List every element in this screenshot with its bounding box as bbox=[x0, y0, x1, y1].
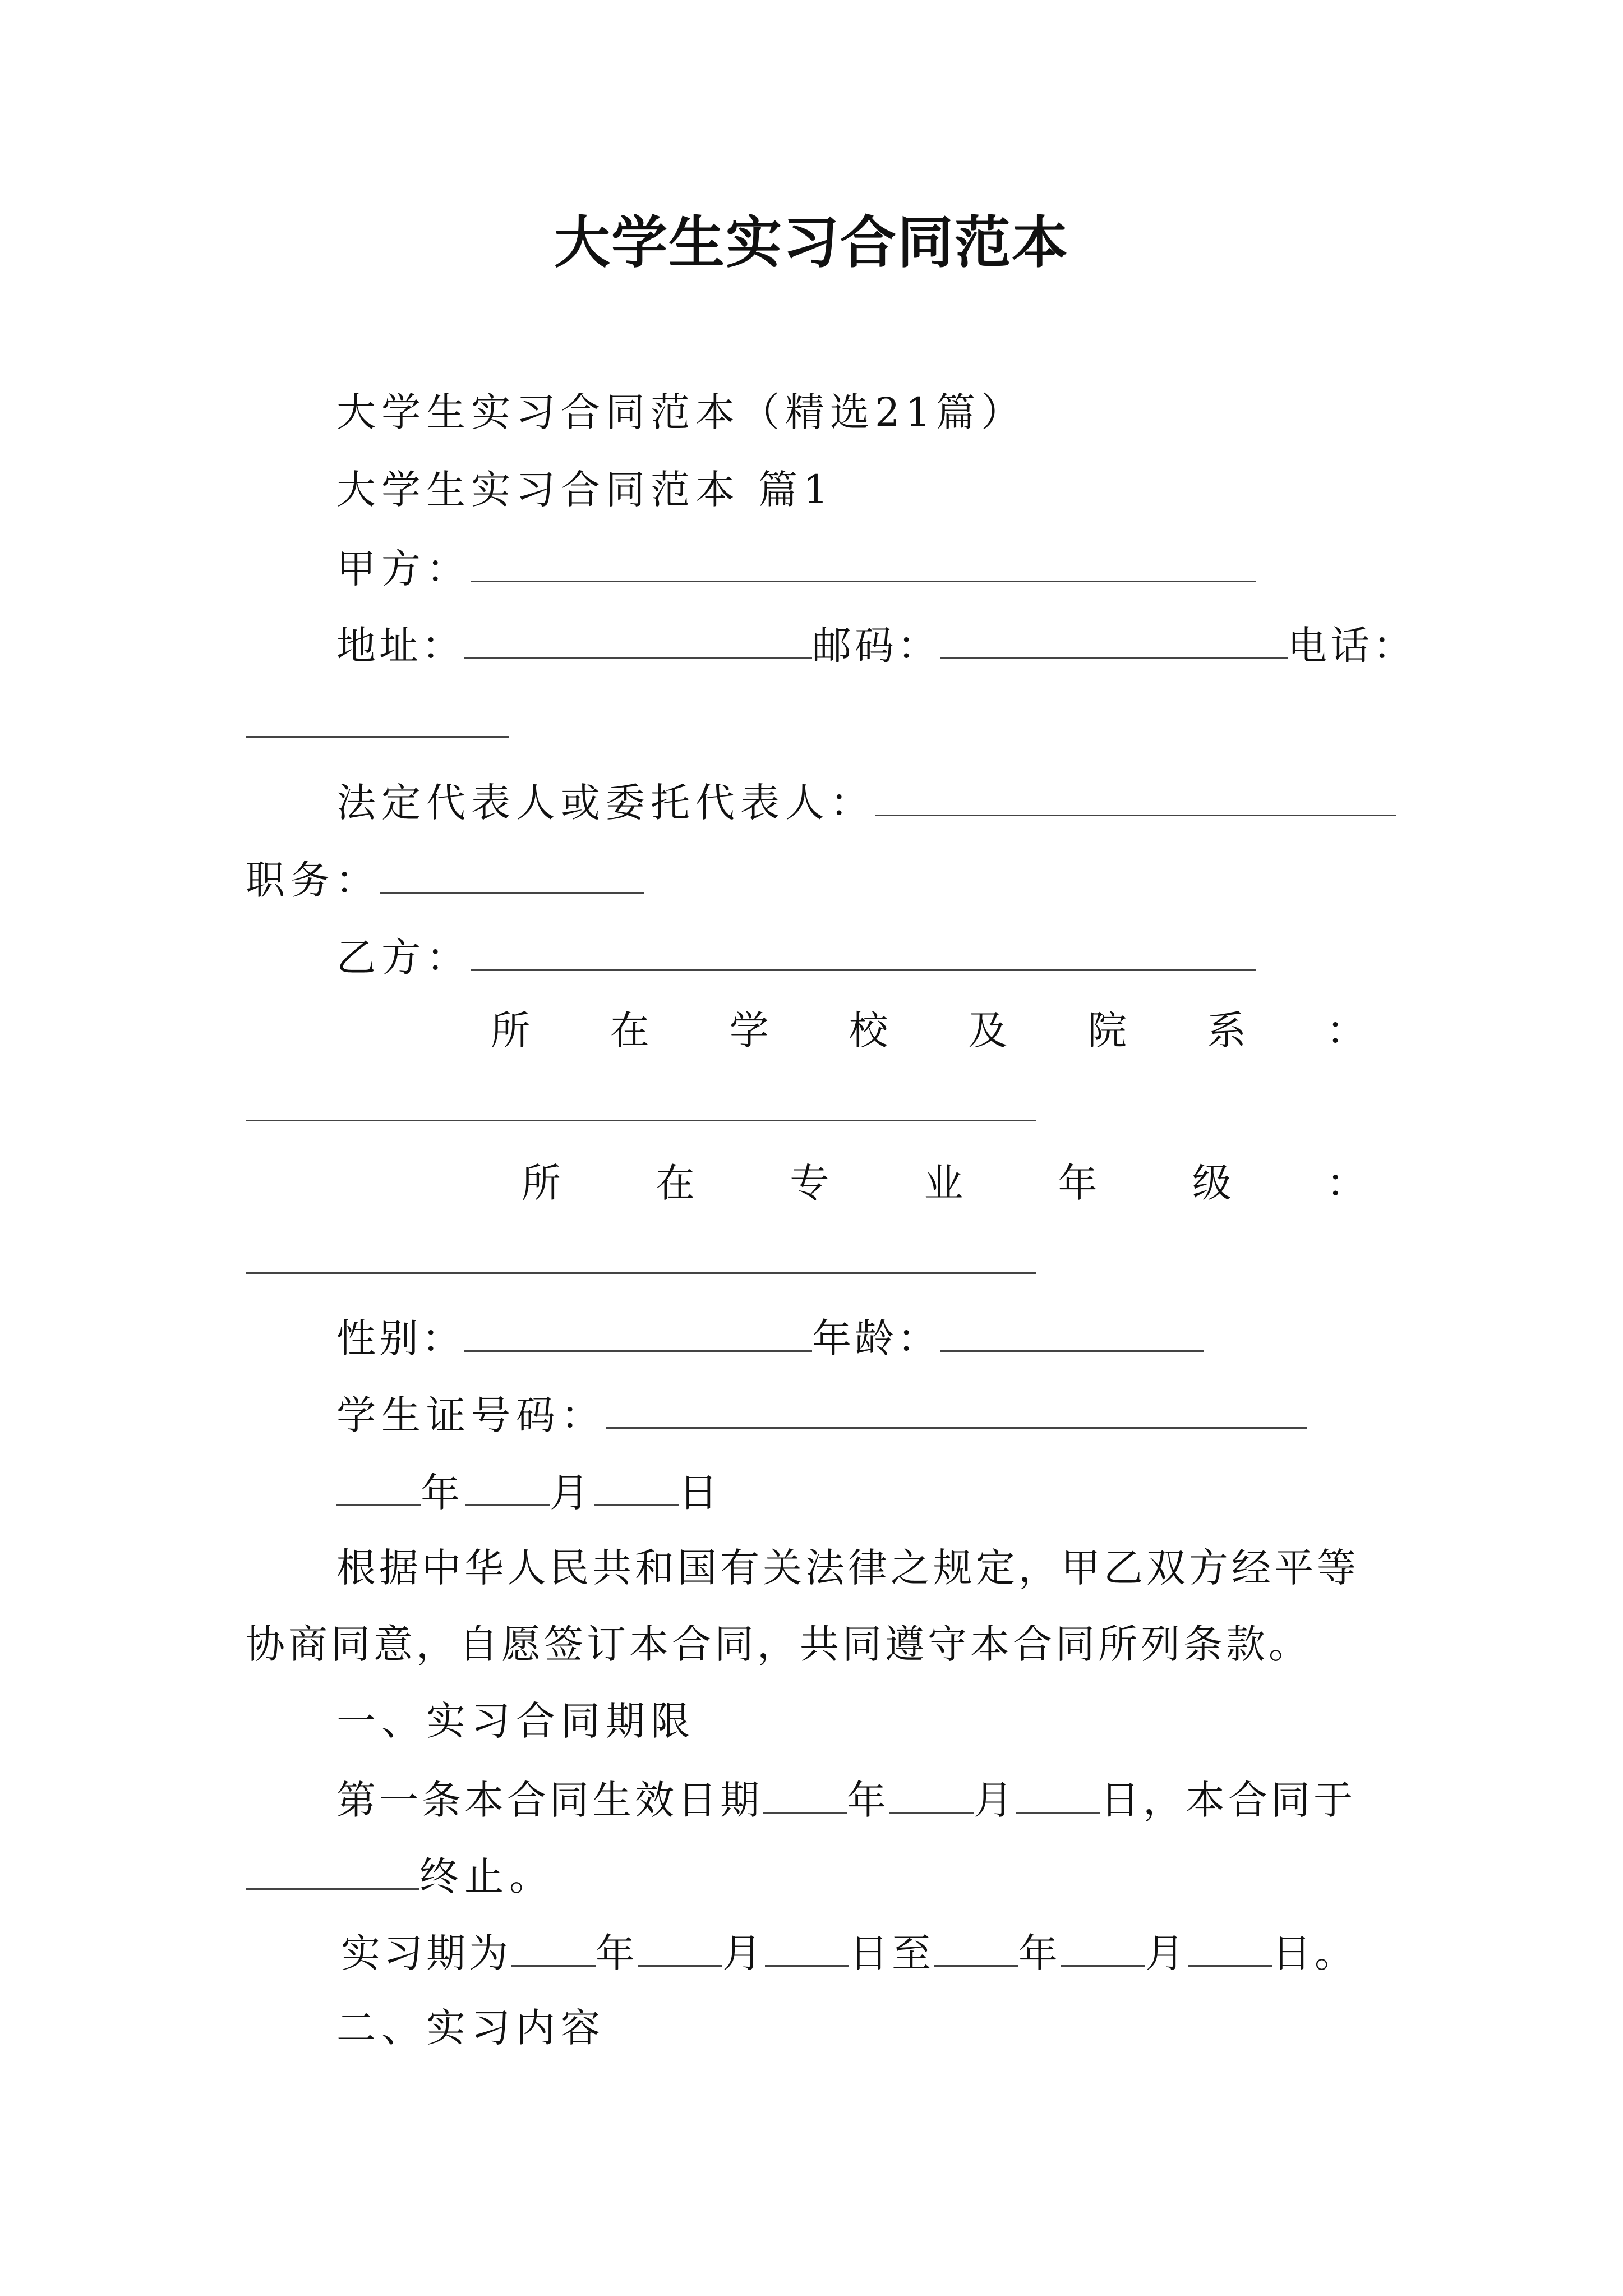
major-char: 级 bbox=[1192, 1160, 1232, 1206]
end-month-field[interactable] bbox=[1061, 1931, 1145, 1967]
section-1-heading: 一、实习合同期限 bbox=[336, 1698, 695, 1744]
position-line bbox=[246, 857, 644, 903]
school-char: ： bbox=[1326, 1007, 1366, 1053]
section-2-heading: 二、实习内容 bbox=[336, 2005, 606, 2051]
school-department-field[interactable] bbox=[246, 1120, 1036, 1121]
preamble-line-2: 协商同意，自愿签订本合同，共同遵守本合同所列条款。 bbox=[246, 1621, 1311, 1667]
date-month-field[interactable] bbox=[465, 1471, 550, 1506]
effective-month-label: 月 bbox=[974, 1777, 1016, 1823]
representative-label: 法定代表人或委托代表人： bbox=[336, 780, 875, 826]
start-day-field[interactable] bbox=[765, 1931, 849, 1967]
major-char: 年 bbox=[1058, 1160, 1098, 1206]
internship-period-line bbox=[341, 1930, 1357, 1976]
termination-field[interactable] bbox=[246, 1855, 419, 1890]
end-year-label: 年 bbox=[1018, 1930, 1061, 1976]
address-label: 地址： bbox=[336, 623, 464, 669]
position-field[interactable] bbox=[380, 858, 644, 894]
preamble-line-1: 根据中华人民共和国有关法律之规定，甲乙双方经平等 bbox=[336, 1545, 1359, 1591]
student-id-line bbox=[336, 1392, 1307, 1438]
phone-label: 电话： bbox=[1288, 623, 1415, 669]
major-char: ： bbox=[1326, 1160, 1366, 1206]
date-day-label: 日 bbox=[679, 1470, 723, 1516]
end-month-label: 月 bbox=[1145, 1930, 1188, 1976]
party-a-line bbox=[336, 546, 1256, 592]
postcode-label: 邮码： bbox=[812, 623, 940, 669]
school-char: 及 bbox=[968, 1007, 1008, 1053]
party-b-field[interactable] bbox=[471, 936, 1256, 971]
address-field[interactable] bbox=[464, 624, 812, 659]
date-line bbox=[336, 1470, 723, 1516]
start-year-label: 年 bbox=[596, 1930, 638, 1976]
party-a-field[interactable] bbox=[471, 547, 1256, 582]
position-label: 职务： bbox=[246, 857, 380, 903]
start-month-field[interactable] bbox=[638, 1931, 722, 1967]
school-char: 院 bbox=[1087, 1007, 1127, 1053]
effective-year-label: 年 bbox=[847, 1777, 889, 1823]
end-day-label: 日。 bbox=[1272, 1930, 1357, 1976]
effective-year-field[interactable] bbox=[763, 1778, 847, 1814]
date-year-field[interactable] bbox=[336, 1471, 421, 1506]
gender-field[interactable] bbox=[464, 1317, 812, 1352]
postcode-field[interactable] bbox=[940, 624, 1288, 659]
school-char: 在 bbox=[610, 1007, 649, 1053]
age-field[interactable] bbox=[940, 1317, 1204, 1352]
article-1-end-line bbox=[246, 1853, 554, 1899]
party-b-line bbox=[336, 935, 1256, 981]
party-b-label: 乙方： bbox=[336, 935, 471, 981]
address-line bbox=[336, 623, 1415, 669]
representative-field[interactable] bbox=[875, 781, 1396, 816]
party-a-label: 甲方： bbox=[336, 546, 471, 592]
article-1-text: 第一条本合同生效日期 bbox=[336, 1777, 763, 1823]
school-char: 学 bbox=[729, 1007, 769, 1053]
start-year-field[interactable] bbox=[511, 1931, 596, 1967]
major-grade-field[interactable] bbox=[246, 1272, 1036, 1274]
student-id-label: 学生证号码： bbox=[336, 1392, 606, 1438]
document-subtitle: 大学生实习合同范本（精选21篇） bbox=[336, 389, 1026, 435]
start-month-label: 月 bbox=[722, 1930, 765, 1976]
major-grade-label bbox=[522, 1160, 1366, 1206]
school-department-label bbox=[491, 1007, 1366, 1053]
document-title: 大学生实习合同范本 bbox=[554, 210, 1069, 275]
end-year-field[interactable] bbox=[934, 1931, 1018, 1967]
article-1-line bbox=[336, 1777, 1356, 1823]
end-day-field[interactable] bbox=[1188, 1931, 1272, 1967]
major-char: 专 bbox=[790, 1160, 829, 1206]
school-char: 系 bbox=[1207, 1007, 1247, 1053]
major-char: 在 bbox=[656, 1160, 695, 1206]
gender-age-line bbox=[336, 1315, 1204, 1361]
start-day-label: 日至 bbox=[849, 1930, 934, 1976]
effective-month-field[interactable] bbox=[889, 1778, 974, 1814]
representative-line bbox=[336, 780, 1396, 826]
phone-field[interactable] bbox=[246, 736, 509, 738]
gender-label: 性别： bbox=[336, 1315, 464, 1361]
section-heading: 大学生实习合同范本 篇1 bbox=[336, 467, 834, 513]
age-label: 年龄： bbox=[812, 1315, 940, 1361]
student-id-field[interactable] bbox=[606, 1393, 1307, 1429]
major-char: 所 bbox=[522, 1160, 561, 1206]
major-char: 业 bbox=[924, 1160, 963, 1206]
date-year-label: 年 bbox=[421, 1470, 465, 1516]
date-day-field[interactable] bbox=[594, 1471, 679, 1506]
date-month-label: 月 bbox=[550, 1470, 594, 1516]
period-text: 实习期为 bbox=[341, 1930, 511, 1976]
article-1-text-2: 日，本合同于 bbox=[1100, 1777, 1356, 1823]
school-char: 校 bbox=[849, 1007, 888, 1053]
school-char: 所 bbox=[491, 1007, 530, 1053]
article-1-text-3: 终止。 bbox=[419, 1853, 554, 1899]
effective-day-field[interactable] bbox=[1016, 1778, 1100, 1814]
